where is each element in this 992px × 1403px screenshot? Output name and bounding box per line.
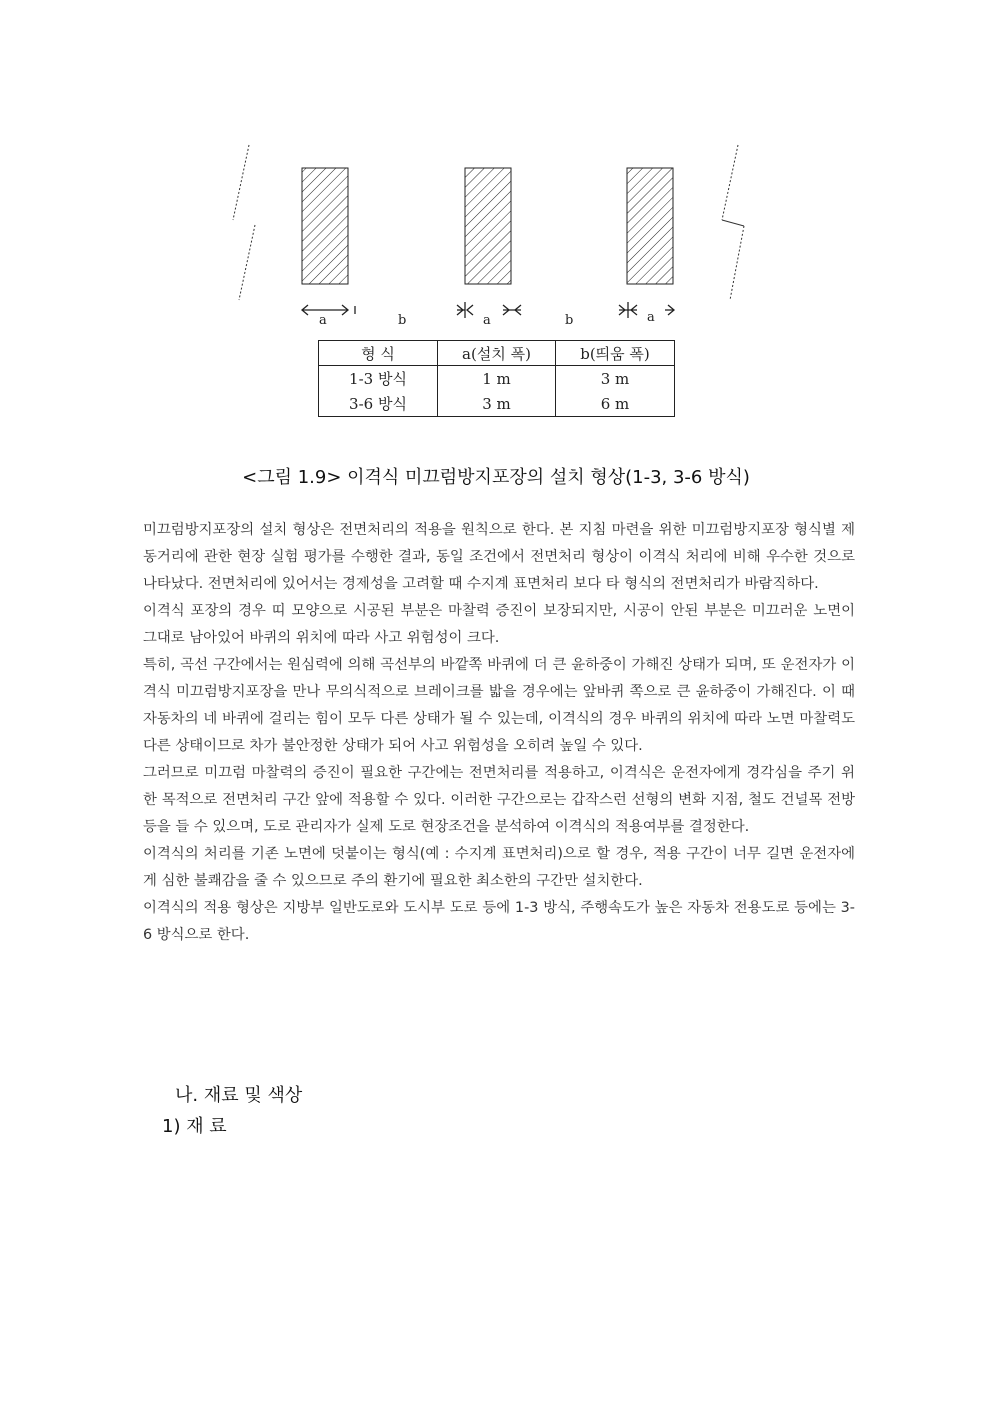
section-heading: 나. 재료 및 색상 <box>175 1085 303 1106</box>
table-cell: 3 m <box>556 366 675 392</box>
table-row <box>319 366 675 392</box>
table-row <box>319 391 675 417</box>
paragraph: 미끄럼방지포장의 설치 형상은 전면처리의 적용을 원칙으로 한다. 본 지침 마련을 위한 미끄럼방지포장 형식별 제동거리에 관한 현장 실험 평가를 수행한 결과, 동일 조건에서 전면처리 형상이 이격식 처리에 비해 우수한 것으로 나타났다. 전면처리에 있어서는 경제성을 고려할 때 수지계 표면처리 보다 타 형식의 전면처리가 바람직하다. <box>143 522 855 592</box>
paragraph: 그러므로 미끄럼 마찰력의 증진이 필요한 구간에는 전면처리를 적용하고, 이격식은 운전자에게 경각심을 주기 위한 목적으로 전면처리 구간 앞에 적용할 수 있다. 이러한 구간으로는 갑작스런 선형의 변화 지점, 철도 건널목 전방 등을 들 수 있으며, 도로 관리자가 실제 도로 현장조건을 분석하여 이격식의 적용여부를 결정한다. <box>143 765 855 835</box>
left-break-line <box>233 145 255 300</box>
figure-caption: <그림 1.9> 이격식 미끄럼방지포장의 설치 형상(1-3, 3-6 방식) <box>242 467 750 488</box>
subsection-heading: 1) 재 료 <box>162 1116 227 1137</box>
installation-diagram <box>225 140 755 335</box>
paragraph: 특히, 곡선 구간에서는 원심력에 의해 곡선부의 바깥쪽 바퀴에 더 큰 윤하중이 가해진 상태가 되며, 또 운전자가 이격식 미끄럼방지포장을 만나 무의식적으로 브레이크를 밟을 경우에는 앞바퀴 쪽으로 큰 윤하중이 가해진다. 이 때 자동차의 네 바퀴에 걸리는 힘이 모두 다른 상태가 될 수 있는데, 이격식의 경우 바퀴의 위치에 따라 노면 마찰력도 다른 상태이므로 차가 불안정한 상태가 되어 사고 위험성을 오히려 높일 수 있다. <box>143 657 855 754</box>
table-cell: 3 m <box>438 391 556 417</box>
table-cell: 1 m <box>438 366 556 392</box>
table-header-cell: b(띄움 폭) <box>556 341 675 366</box>
paragraph: 이격식의 처리를 기존 노면에 덧붙이는 형식(예 : 수지계 표면처리)으로 할 경우, 적용 구간이 너무 길면 운전자에게 심한 불쾌감을 줄 수 있으므로 주의 환기에 필요한 최소한의 구간만 설치한다. <box>143 846 855 889</box>
table-header-cell: a(설치 폭) <box>438 341 556 366</box>
stripe-diagram <box>225 140 755 335</box>
dim-label-a-3: a <box>647 310 655 325</box>
right-break-line <box>722 145 744 300</box>
table-cell: 6 m <box>556 391 675 417</box>
dim-label-b-1: b <box>398 313 407 328</box>
spec-table <box>318 340 675 417</box>
paragraph: 이격식의 적용 형상은 지방부 일반도로와 도시부 도로 등에 1-3 방식, 주행속도가 높은 자동차 전용도로 등에는 3-6 방식으로 한다. <box>143 900 855 943</box>
body-text <box>143 517 855 949</box>
table-header-cell: 형 식 <box>319 341 438 366</box>
stripe-2 <box>465 168 511 284</box>
stripe-1 <box>302 168 348 284</box>
table-cell: 1-3 방식 <box>319 366 438 392</box>
paragraph: 이격식 포장의 경우 띠 모양으로 시공된 부분은 마찰력 증진이 보장되지만, 시공이 안된 부분은 미끄러운 노면이 그대로 남아있어 바퀴의 위치에 따라 사고 위험성이 크다. <box>143 603 855 646</box>
table-header-row <box>319 341 675 366</box>
dimension-arrow-1 <box>302 305 355 315</box>
dim-label-b-2: b <box>565 313 574 328</box>
dim-label-a-2: a <box>483 313 491 328</box>
table-cell: 3-6 방식 <box>319 391 438 417</box>
dim-label-a-1: a <box>319 313 327 328</box>
stripe-3 <box>627 168 673 284</box>
